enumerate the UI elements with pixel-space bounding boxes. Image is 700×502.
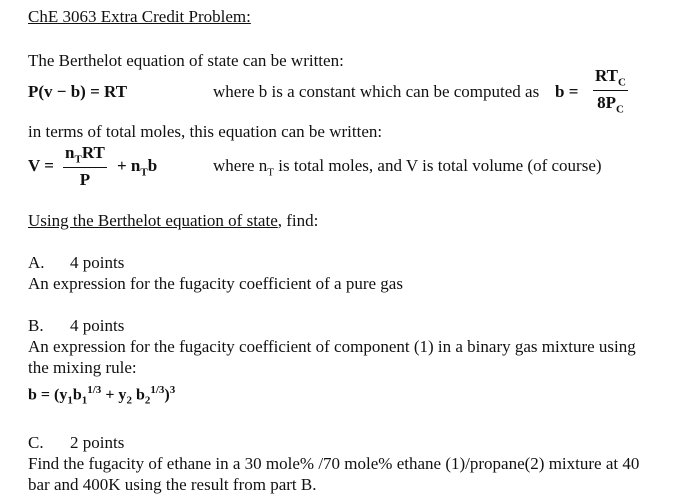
v-plus-term: + $n_Tb$	[117, 156, 158, 179]
part-b-points: 4 points	[70, 316, 125, 335]
b-fraction-numerator: $RT_C$	[593, 66, 628, 91]
total-moles-text: in terms of total moles, this equation can be written:	[28, 122, 383, 141]
v-label: V =	[28, 156, 54, 175]
b-fraction	[593, 66, 628, 116]
intro-text: The Berthelot equation of state can be written:	[28, 51, 344, 70]
part-c-text-line1: Find the fugacity of ethane in a 30 mole% /70 mole% ethane (1)/propane(2) mixture at 40	[28, 454, 640, 473]
page-title: ChE 3063 Extra Credit Problem:	[28, 7, 251, 26]
v-fraction-numerator: $n_TRT$	[63, 143, 107, 168]
part-b-text-line2: the mixing rule:	[28, 358, 137, 377]
part-c-text-line2: bar and 400K using the result from part B.	[28, 475, 317, 494]
part-b-label: B.	[28, 316, 44, 335]
b-fraction-denominator: $8P_C$	[597, 93, 624, 116]
b-constant-text: where b is a constant which can be computed as	[213, 82, 540, 101]
part-a-points: 4 points	[70, 253, 125, 272]
using-text: Using the Berthelot equation of state, find:	[28, 211, 319, 230]
total-volume-text: where $n_T$ is total moles, and V is total volume (of course)	[213, 156, 602, 179]
part-a-label: A.	[28, 253, 45, 272]
part-c-points: 2 points	[70, 433, 125, 452]
mixing-rule-equation: $b = (y_1b_1^{1/3} + y_2$ $b_2^{1/3})^3$	[28, 384, 176, 407]
part-a-text: An expression for the fugacity coefficient of a pure gas	[28, 274, 403, 293]
berthelot-equation: P(v − b) = RT	[28, 82, 128, 101]
part-b-text-line1: An expression for the fugacity coefficient of component (1) in a binary gas mixture using	[28, 337, 636, 356]
b-label: b =	[555, 82, 579, 101]
v-fraction-denominator: P	[79, 170, 91, 190]
part-c-label: C.	[28, 433, 44, 452]
v-fraction	[63, 143, 107, 190]
